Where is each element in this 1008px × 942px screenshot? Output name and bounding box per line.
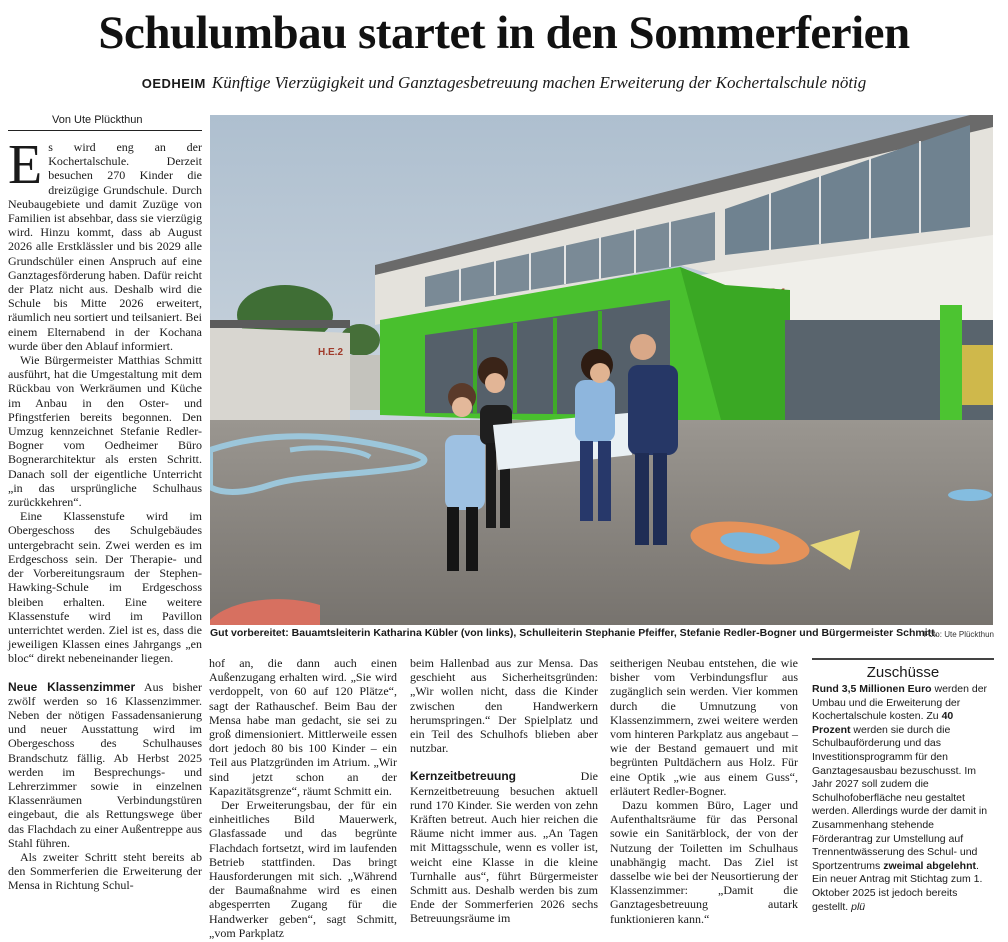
paragraph: Dazu kommen Büro, Lager und Aufenthaltsräume für das Personal sowie ein Sanitärblock, der von der Nutzung der Toiletten im Schulhaus unabhängig macht. Das Ziel ist dasselbe wie bei der Neusortierung der Klassenzimmer: „Damit die Ganztagesbetreuung autark funktionieren kann.“ (610, 798, 798, 926)
paragraph: Eine Klassenstufe wird im Obergeschoss des Schulgebäudes untergebracht sein. Zwei werden es im Erdgeschoss sein. Der Therapie- und der Vorbereitungsraum der Stephen-Hawking-Schule im Erdgeschoss bleiben erhalten. Eine weitere Klassenstufe wird im Pavillon unterrichtet werden. Ziel ist es, dass die jeweiligen Klassen eines Jahrgangs „en bloc“ direkt nebeneinander liegen. (8, 509, 202, 666)
photo-illustration (210, 115, 993, 625)
paragraph: beim Hallenbad aus zur Mensa. Das geschieht aus Sicherheitsgründen: „Wir wollen nicht, dass die Kinder zwischen den Handwerkern herumspringen.“ Der Spielplatz und ein Teil des Schulhofs blieben aber nutzbar. (410, 656, 598, 756)
paragraph: Wie Bürgermeister Matthias Schmitt ausführt, hat die Umgestaltung mit dem Rückbau von Werkräumen und Küche im Anbau in den Oster- und Pfingstferien bereits begonnen. Den Umzug kennzeichnet Stefanie Redler-Bogner vom Oedheimer Büro Bognerarchitektur als ersten Schritt. Danach soll der eigentliche Unterricht „in das ursprüngliche Schulhaus zurückkehren“. (8, 353, 202, 510)
location-tag: OEDHEIM (141, 76, 206, 91)
box-title: Zuschüsse (866, 664, 940, 681)
paragraph: seitherigen Neubau entstehen, die wie bisher vom Verbindungsflur aus zugänglich sein werden. Vier kommen durch die Umnutzung von Klassenzimmern, zwei weitere werden vom hinteren Parkplatz aus angebaut – wie der Bestand gemauert und mit begrünten Pultdächern aus Holz. Für eine Optik „wie aus einem Guss“, erläutert Redler-Bogner. (610, 656, 798, 798)
article-column-2 (209, 656, 397, 940)
headline: Schulumbau startet in den Sommerferien (98, 7, 910, 59)
subheadline (0, 73, 1008, 93)
box-text: Rund 3,5 Millionen Euro werden der Umbau und die Erweiterung der Kochertalschule kosten. Zu 40 Prozent werden sie durch die Schulbauförderung und das Investitionsprogramm für den Ganztagesausbau bezuschusst. Im Jahr 2027 soll zudem die Schulhofoberfläche neu gestaltet werden. Allerdings wurde der damit in Zusammenhang stehende Förderantrag zur Umstellung auf Trennentwässerung des Schul- und Sportzentrums zweimal abgelehnt. Ein neuer Antrag mit Stichtag zum 1. Oktober 2025 ist jedoch bereits gestellt. plü (812, 683, 988, 913)
paragraph: Es wird eng an der Kochertalschule. Derzeit besuchen 270 Kinder die dreizügige Grundschule. Durch Neubaugebiete und damit Zuzüge von Familien ist absehbar, dass sie vierzügig wird. Hinzu kommt, dass ab August 2026 alle Erstklässler und bis 2029 alle Grundschüler einen Anspruch auf eine Ganztagesförderung haben. Dafür reicht der Platz nicht aus. Deshalb wird die Schule bis Mitte 2026 erweitert, räumlich neu sortiert und teilsaniert. Bei einem Elternabend in der Kochana wurde über den Ablauf informiert. (8, 134, 202, 353)
byline-rule (8, 130, 202, 131)
article-column-4 (610, 656, 798, 926)
paragraph: Der Erweiterungsbau, der für ein einheitliches Bild Mauerwerk, Glasfassade und das begrünte Flachdach fortsetzt, wird im laufenden Betrieb stattfinden. Das bringt Hausforderungen mit sich. „Während der Baumaßnahme wird es einen abgesperrten Zugang für die Handwerker geben“, sagt Schmitt, „vom Parkplatz (209, 798, 397, 940)
photo-credit: Foto: Ute Plückthun (923, 630, 994, 639)
drop-cap: E (8, 134, 43, 196)
paragraph: Als zweiter Schritt steht bereits ab den Sommerferien die Erweiterung der Mensa in Richtung Schul- (8, 849, 202, 893)
byline: Von Ute Plückthun (52, 114, 143, 126)
section-heading: Kernzeitbetreuung (410, 769, 517, 784)
paragraph: Kernzeitbetreuung Die Kernzeitbetreuung besuchen aktuell rund 170 Kinder. Sie werden von zehn Kräften betreut. Auch hier reichen die Räume nicht immer aus. „An Tagen mit Mittagsschule, wenn es voller ist, weicht eine Klasse in die kleine Turnhalle aus“, führt Bürgermeister Schmitt aus. Deshalb werden bis zum Ende der Sommerferien 2026 sechs Betreuungsräume im (410, 769, 598, 926)
info-box (812, 658, 994, 914)
section-heading: Neue Klassenzimmer (8, 679, 136, 694)
article-column-1 (8, 134, 202, 893)
sign-he2: H.E.2 (318, 347, 344, 358)
box-rule (812, 658, 994, 660)
photo-caption: Gut vorbereitet: Bauamtsleiterin Katharina Kübler (von links), Schulleiterin Stephanie Pfeiffer, Stefanie Redler-Bogner und Bürgermeister Schmitt. (210, 627, 938, 639)
article-photo (210, 115, 993, 625)
subheadline-text: Künftige Vierzügigkeit und Ganztagesbetreuung machen Erweiterung der Kochertalschule nötig (211, 73, 867, 92)
paragraph: Neue Klassenzimmer Aus bisher zwölf werden so 16 Klassenzimmer. Neben der nötigen Fassadensanierung und neuer Ausstattung wird im Obergeschoss des Schulhauses Brandschutz fällig. Ab Herbst 2025 werden im Besprechungs- und Lehrerzimmer sowie in einzelnen Klassenräumen Verbindungstüren eingebaut, die als Rettungswege über das Flachdach zu einer Außentreppe aus Stahl führen. (8, 679, 202, 850)
paragraph: hof an, die dann auch einen Außenzugang erhalten wird. „Sie wird verdoppelt, von 60 auf 120 Plätze“, sagt der Rathauschef. Beim Bau der Mensa habe man gedacht, sie sei zu groß dimensioniert. Mittlerweile essen dort jedoch 80 bis 100 Kinder – ein Teil aus Platzgründen im Atrium. „Wir sind jetzt schon an der Kapazitätsgrenze“, räumt Schmitt ein. (209, 656, 397, 798)
article-column-3 (410, 656, 598, 926)
